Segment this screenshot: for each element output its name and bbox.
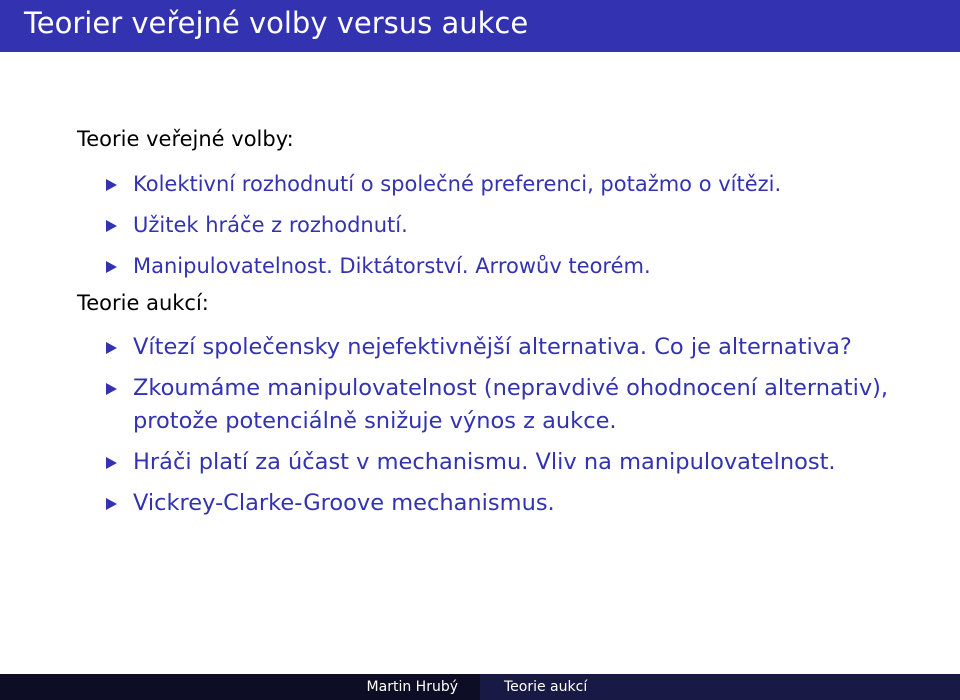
list-item [77,446,917,479]
list-item-text: Užitek hráče z rozhodnutí. [133,213,408,237]
footer-bar [0,674,960,700]
list-item-text: Manipulovatelnost. Diktátorství. Arrowův teorém. [133,254,651,278]
section-heading-auctions: Teorie aukcí: [77,291,209,315]
list-item-text: Vítezí společensky nejefektivnější alternativa. Co je alternativa? [133,334,852,360]
list-item [77,487,917,520]
list-item-text: Vickrey-Clarke-Groove mechanismus. [133,490,555,516]
footer-short-title: Teorie aukcí [480,674,960,700]
list-item-text: Kolektivní rozhodnutí o společné preferenci, potažmo o vítězi. [133,172,782,196]
list-item-text: Hráči platí za účast v mechanismu. Vliv na manipulovatelnost. [133,449,836,475]
list-item-text: Zkoumáme manipulovatelnost (nepravdivé ohodnocení alternativ), protože potenciálně snižuje výnos z aukce. [133,375,889,434]
slide-title: Teorier veřejné volby versus aukce [24,6,529,40]
list-item [77,331,917,364]
list-item [77,169,917,199]
title-bar [0,0,960,52]
auction-list [77,331,917,520]
slide-content [77,124,917,520]
list-item [77,251,917,281]
section-heading-public-choice: Teorie veřejné volby: [77,127,294,151]
list-item [77,210,917,240]
bullet-triangle-icon [106,383,117,395]
bullet-triangle-icon [106,220,117,232]
footer-author: Martin Hrubý [0,674,480,700]
bullet-triangle-icon [106,498,117,510]
bullet-triangle-icon [106,342,117,354]
bullet-triangle-icon [106,457,117,469]
public-choice-list [77,169,917,281]
list-item [77,372,917,438]
bullet-triangle-icon [106,261,117,273]
bullet-triangle-icon [106,179,117,191]
